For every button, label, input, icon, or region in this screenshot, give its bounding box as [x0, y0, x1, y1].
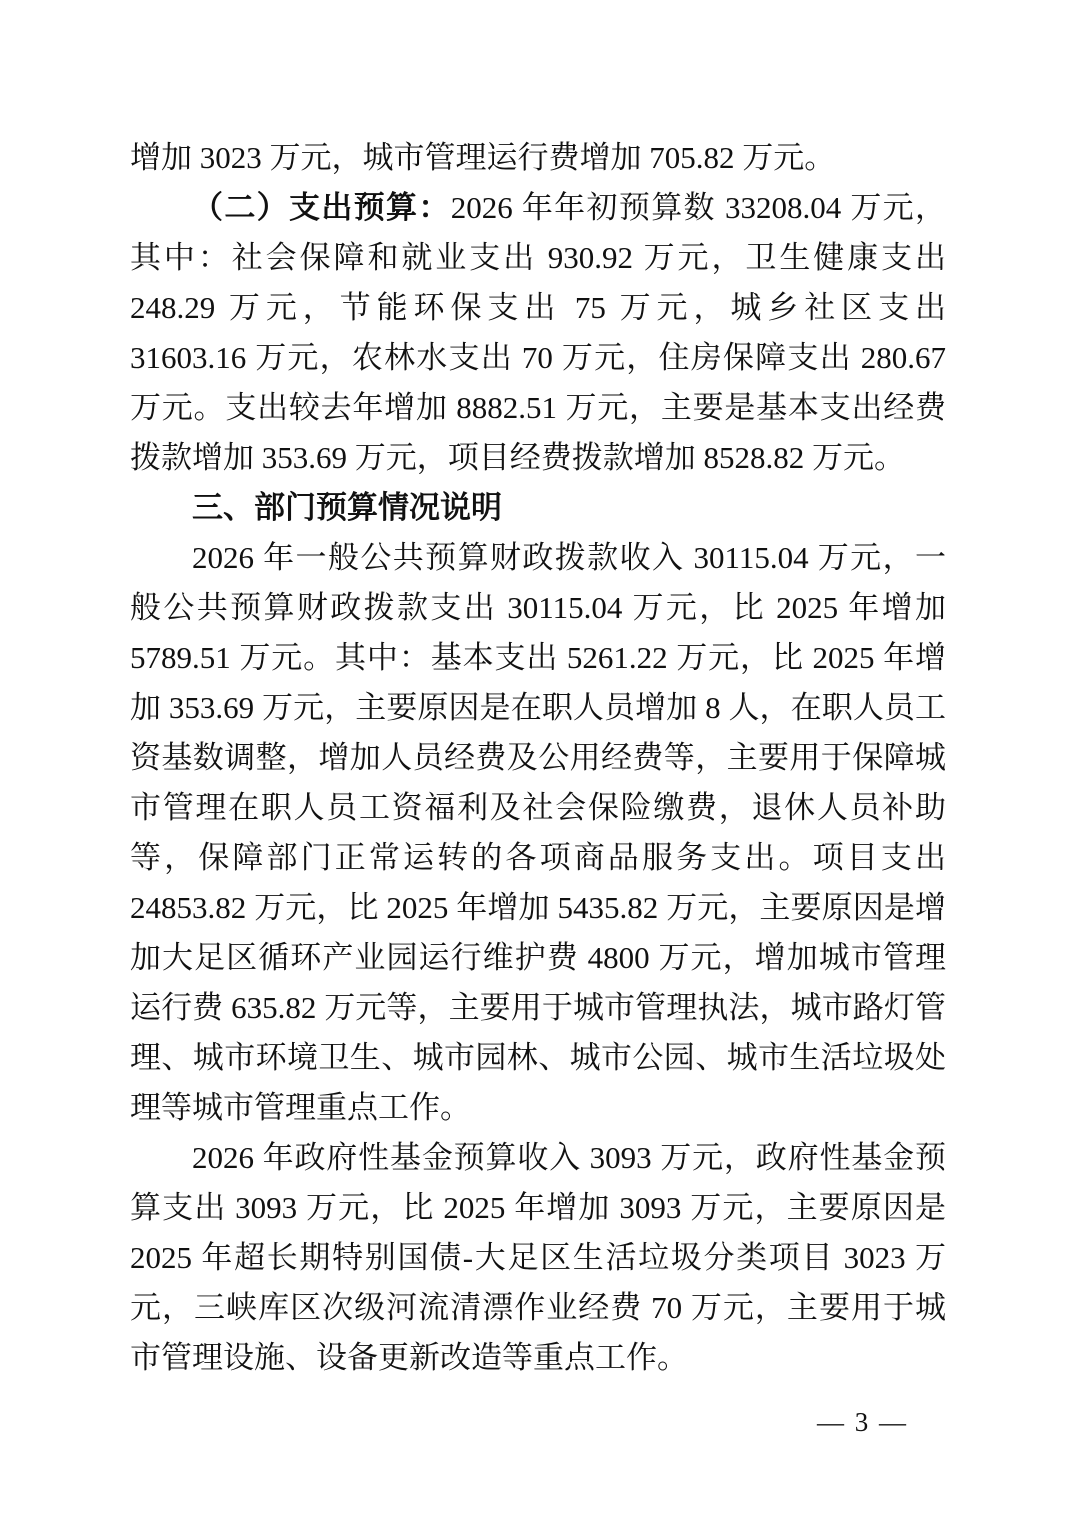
page-number: — 3 —: [817, 1407, 908, 1437]
paragraph-continuation: 增加 3023 万元，城市管理运行费增加 705.82 万元。: [130, 140, 836, 175]
paragraph-government-fund-budget: 2026 年政府性基金预算收入 3093 万元，政府性基金预算支出 3093 万元，比 2025 年增加 3093 万元，主要原因是 2025 年超长期特别国债-大足区生活垃圾分类项目 3023 万元，三峡库区次级河流清漂作业经费 70 万元，主要用于城市管理设施、设备更新改造等重点工作。: [130, 1140, 946, 1375]
paragraph-lead-bold: （二）支出预算：: [192, 190, 451, 225]
document-body: [130, 133, 946, 1383]
paragraph-general-public-budget: 2026 年一般公共预算财政拨款收入 30115.04 万元，一般公共预算财政拨款支出 30115.04 万元，比 2025 年增加 5789.51 万元。其中：基本支出 5261.22 万元，比 2025 年增加 353.69 万元，主要原因是在职人员增加 8 人，在职人员工资基数调整，增加人员经费及公用经费等，主要用于保障城市管理在职人员工资福利及社会保险缴费，退休人员补助等，保障部门正常运转的各项商品服务支出。项目支出 24853.82 万元，比 2025 年增加 5435.82 万元，主要原因是增加大足区循环产业园运行维护费 4800 万元，增加城市管理运行费 635.82 万元等，主要用于城市管理执法，城市路灯管理、城市环境卫生、城市园林、城市公园、城市生活垃圾处理等城市管理重点工作。: [130, 540, 946, 1125]
paragraph-expenditure-text: 2026 年年初预算数 33208.04 万元，其中：社会保障和就业支出 930.92 万元，卫生健康支出 248.29 万元，节能环保支出 75 万元，城乡社区支出 31603.16 万元，农林水支出 70 万元，住房保障支出 280.67 万元。支出较去年增加 8882.51 万元，主要是基本支出经费拨款增加 353.69 万元，项目经费拨款增加 8528.82 万元。: [130, 190, 947, 475]
paragraph-expenditure-budget: [130, 183, 946, 483]
section-heading: 三、部门预算情况说明: [192, 490, 502, 525]
